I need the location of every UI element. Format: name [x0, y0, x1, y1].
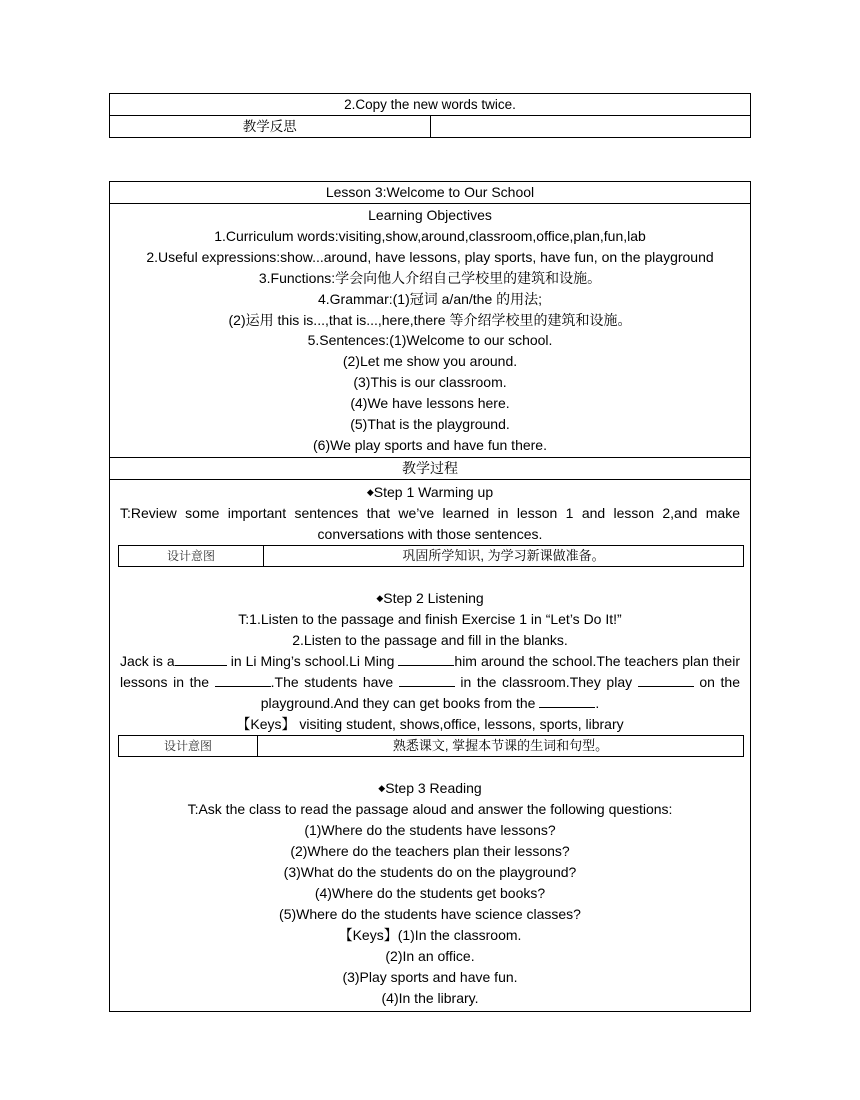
objective-item: (6)We play sports and have fun there. — [313, 436, 547, 453]
homework-cell: 2.Copy the new words twice. — [110, 94, 751, 116]
step3-title: ◆Step 3 Reading — [378, 779, 482, 796]
design-label: 设计意图 — [119, 545, 264, 566]
diamond-bullet-icon: ◆ — [376, 592, 384, 603]
objective-item: (4)We have lessons here. — [350, 395, 510, 412]
step2-fill-blanks: Jack is a in Li Ming’s school.Li Ming him around the school.The teachers plan their lessons in the .The students have in the classroom.They play on the playground.And they can get books from the . — [120, 652, 740, 711]
objectives-heading: Learning Objectives — [368, 207, 492, 223]
process-cell — [110, 479, 751, 1011]
objective-item: 1.Curriculum words:visiting,show,around,classroom,office,plan,fun,lab — [214, 227, 646, 244]
step1-text: T:Review some important sentences that we’ve learned in lesson 1 and lesson 2,and make conversations with those sentences. — [120, 504, 740, 542]
step2-line2: 2.Listen to the passage and fill in the blanks. — [292, 631, 568, 648]
reflection-label: 教学反思 — [110, 116, 431, 138]
objective-item: (3)This is our classroom. — [353, 374, 507, 391]
question-item: (1)Where do the students have lessons? — [304, 821, 556, 838]
design-text: 巩固所学知识, 为学习新课做准备。 — [264, 545, 744, 566]
key-item: (3)Play sports and have fun. — [342, 968, 518, 985]
question-item: (5)Where do the students have science classes? — [279, 905, 581, 922]
objectives-cell — [110, 204, 751, 458]
step3-intro: T:Ask the class to read the passage aloud and answer the following questions: — [187, 800, 673, 817]
design-label: 设计意图 — [119, 735, 258, 756]
question-item: (2)Where do the teachers plan their lessons? — [290, 842, 570, 859]
step2-line1: T:1.Listen to the passage and finish Exercise 1 in “Let’s Do It!” — [238, 610, 622, 627]
question-item: (3)What do the students do on the playground? — [283, 863, 577, 880]
step2-design-table — [118, 735, 744, 757]
step2-title: ◆Step 2 Listening — [376, 589, 484, 606]
objective-item: 5.Sentences:(1)Welcome to our school. — [307, 332, 553, 349]
key-item: 【Keys】(1)In the classroom. — [338, 926, 522, 943]
lesson-table — [109, 181, 751, 1012]
objective-item: 3.Functions:学会向他人介绍自己学校里的建筑和设施。 — [258, 269, 602, 286]
diamond-bullet-icon: ◆ — [366, 486, 374, 497]
blank-line — [399, 672, 455, 687]
step2-keys: 【Keys】 visiting student, shows,office, lessons, sports, library — [236, 715, 624, 732]
blank-line — [175, 651, 227, 666]
objective-item: (5)That is the playground. — [350, 416, 510, 433]
step1-design-table — [118, 545, 744, 567]
lesson-title: Lesson 3:Welcome to Our School — [110, 182, 751, 204]
blank-line — [215, 672, 271, 687]
process-heading: 教学过程 — [110, 457, 751, 479]
reflection-value — [430, 116, 751, 138]
top-table — [109, 93, 751, 138]
design-text: 熟悉课文, 掌握本节课的生词和句型。 — [258, 735, 744, 756]
diamond-bullet-icon: ◆ — [378, 782, 386, 793]
step1-title: ◆Step 1 Warming up — [366, 483, 494, 500]
objective-item: (2)Let me show you around. — [342, 353, 518, 370]
objective-item: (2)运用 this is...,that is...,here,there 等介绍学校里的建筑和设施。 — [228, 311, 632, 328]
blank-line — [638, 672, 694, 687]
key-item: (2)In an office. — [385, 947, 475, 964]
question-item: (4)Where do the students get books? — [314, 884, 546, 901]
objective-item: 2.Useful expressions:show...around, have lessons, play sports, have fun, on the playground — [146, 248, 714, 265]
blank-line — [398, 651, 454, 666]
objective-item: 4.Grammar:(1)冠词 a/an/the 的用法; — [317, 290, 543, 307]
blank-line — [539, 693, 595, 708]
key-item: (4)In the library. — [381, 989, 479, 1006]
